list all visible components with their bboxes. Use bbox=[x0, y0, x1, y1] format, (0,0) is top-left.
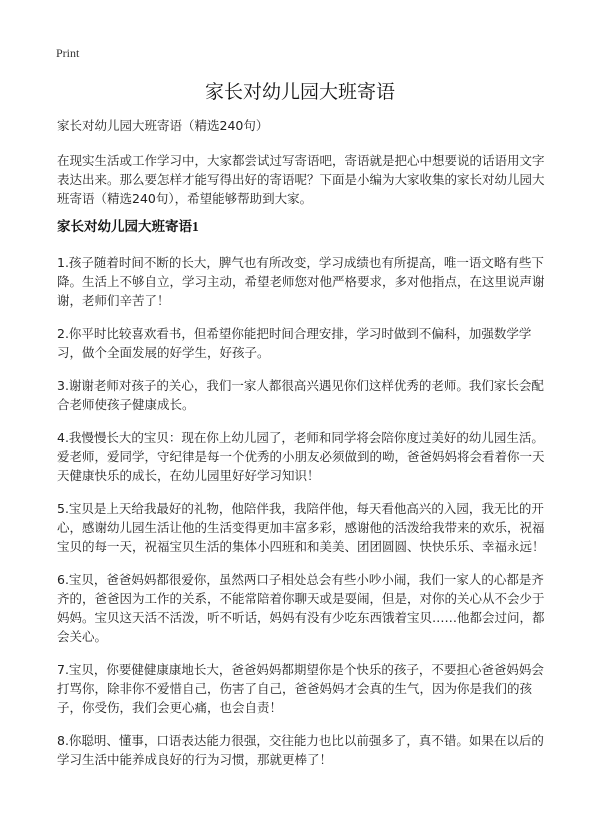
list-item: 4.我慢慢长大的宝贝：现在你上幼儿园了，老师和同学将会陪你度过美好的幼儿园生活。爱老师，爱同学，守纪律是每一个优秀的小朋友必须做到的呦，爸爸妈妈将会看着你一天天健康快乐的成长，在幼儿园里好好学习知识！ bbox=[57, 430, 545, 483]
section-heading: 家长对幼儿园大班寄语1 bbox=[57, 219, 199, 234]
print-link[interactable]: Print bbox=[56, 46, 80, 60]
list-item: 7.宝贝，你要健健康康地长大，爸爸妈妈都期望你是个快乐的孩子，不要担心爸爸妈妈会打骂你，除非你不爱惜自己，伤害了自己，爸爸妈妈才会真的生气，因为你是我们的孩子，你受伤，我们会更心痛，也会自责！ bbox=[57, 662, 544, 715]
list-item: 2.你平时比较喜欢看书，但希望你能把时间合理安排，学习时做到不偏科，加强数学学习，做个全面发展的好学生，好孩子。 bbox=[57, 326, 532, 360]
document-body bbox=[57, 117, 545, 783]
list-item: 6.宝贝，爸爸妈妈都很爱你，虽然两口子相处总会有些小吵小闹，我们一家人的心都是齐齐的，爸爸因为工作的关系，不能常陪着你聊天或是耍闹，但是，对你的关心从不会少于妈妈。宝贝这天活不活泼，听不听话，妈妈有没有少吃东西饿着宝贝……他都会过问，都会关心。 bbox=[57, 572, 545, 644]
intro-paragraph: 在现实生活或工作学习中，大家都尝试过写寄语吧，寄语就是把心中想要说的话语用文字表达出来。那么要怎样才能写得出好的寄语呢？下面是小编为大家收集的家长对幼儿园大班寄语（精选240句），希望能够帮助到大家。 bbox=[57, 153, 545, 206]
list-item: 8.你聪明、懂事，口语表达能力很强，交往能力也比以前强多了，真不错。如果在以后的学习生活中能养成良好的行为习惯，那就更棒了！ bbox=[57, 733, 544, 767]
subtitle: 家长对幼儿园大班寄语（精选240句） bbox=[57, 118, 269, 133]
page-title: 家长对幼儿园大班寄语 bbox=[204, 81, 395, 103]
list-item: 3.谢谢老师对孩子的关心，我们一家人都很高兴遇见你们这样优秀的老师。我们家长会配合老师使孩子健康成长。 bbox=[57, 378, 544, 412]
list-item: 1.孩子随着时间不断的长大，脾气也有所改变，学习成绩也有所提高，唯一语文略有些下降。生活上不够自立，学习主动，希望老师您对他严格要求，多对他指点，在这里说声谢谢，老师们辛苦了！ bbox=[57, 255, 545, 308]
list-item: 5.宝贝是上天给我最好的礼物，他陪伴我，我陪伴他，每天看他高兴的入园，我无比的开心，感谢幼儿园生活让他的生活变得更加丰富多彩，感谢他的活泼给我带来的欢乐，祝福宝贝的每一天，祝福宝贝生活的集体小四班和和美美、团团圆圆、快快乐乐、幸福永远！ bbox=[57, 501, 545, 554]
